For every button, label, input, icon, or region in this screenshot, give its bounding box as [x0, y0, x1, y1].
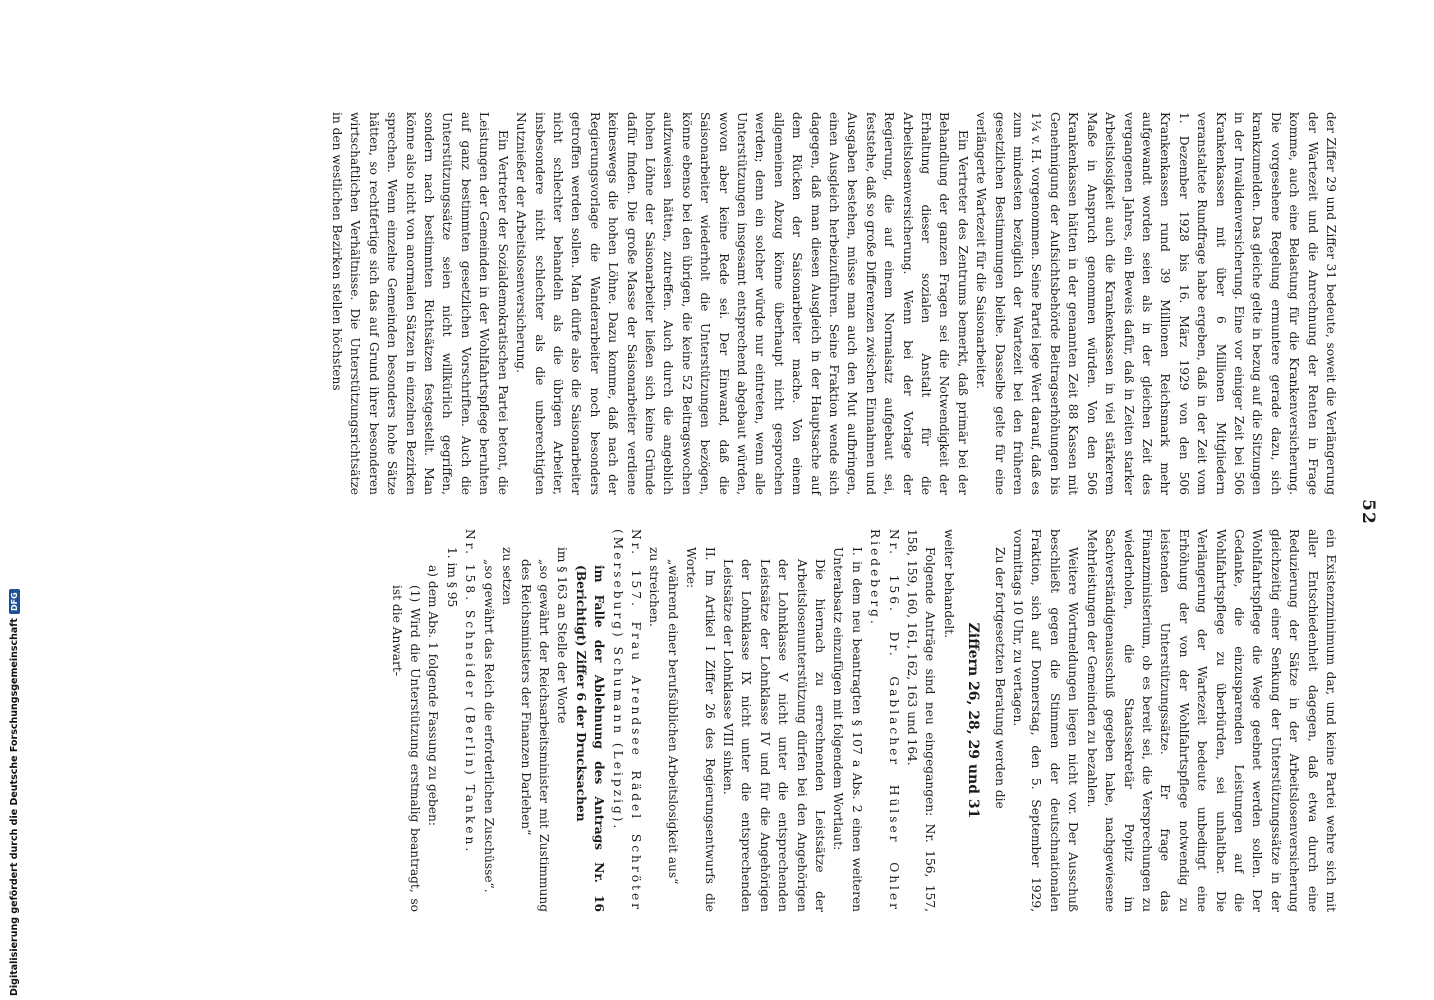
- dfg-logo-icon: DFG: [9, 589, 20, 614]
- digitization-credit: [2, 592, 24, 996]
- motion-item: II. Im Artikel I Ziffer 26 des Regierungsentwurfs die Worte:: [684, 547, 717, 912]
- paragraph: Weitere Wortmeldungen liegen nicht vor. Der Ausschuß beschließt gegen die Stimmen der deutschnationalen Fraktion, sich auf Donnerstag, den 5. September 1929, vormittags 10 Uhr, zu vertagen.: [1011, 529, 1081, 912]
- motion-item: im § 163 an Stelle der Worte: [555, 547, 570, 724]
- paragraph: der Ziffer 29 und Ziffer 31 bedeute, soweit die Verlängerung der Wartezeit und die Anrechnung der Renten in Frage komme, auch eine Belastung für die Krankenversicherung. Die vorgesehene Regelung ermuntere gerade dazu, sich krankzumelden. Das gleiche gelte in bezug auf die Sitzungen in der Invalidenversicherung. Eine vor einiger Zeit bei 506 Krankenkassen mit über 6 Millionen Mitgliedern veranstaltete Rundfrage habe ergeben, daß in der Zeit vom 1. Dezember 1928 bis 16. März 1929 von den 506 Krankenkassen rund 39 Millionen Reichsmark mehr aufgewandt worden seien als in der gleichen Zeit des vergangenen Jahres, ein Beweis dafür, daß in Zeiten starker Arbeitslosigkeit auch die Krankenkassen in viel stärkerem Maße in Anspruch genommen würden. Von den 506 Krankenkassen hätten in der genannten Zeit 88 Kassen mit Genehmigung der Aufsichtsbehörde Beitragserhöhungen bis 1¼ v. H. vorgenommen. Seine Partei lege Wert darauf, daß es zum mindesten bezüglich der Wartezeit bei den früheren gesetzlichen Bestimmungen bleibe. Dasselbe gelte für eine verlängerte Wartezeit für die Saisonarbeiter.: [974, 112, 1338, 495]
- motion-title: Nr. 156. Dr. Gablacher Hülser Ohler Riedeberg.: [868, 529, 901, 912]
- paragraph: Folgende Anträge sind neu eingegangen: Nr. 156, 157, 158, 159, 160, 161, 162, 163 und 164.: [905, 529, 938, 912]
- paragraph: Ein Vertreter der Sozialdemokratischen Partei betont, die Leistungen der Gemeinden in der Wohlfahrtspflege beruhten auf ganz bestimmten gesetzlichen Vorschriften. Auch die Unterstützungssätze seien nicht willkürlich gegriffen, sondern nach bestimmten Richtsätzen festgestellt. Man könne also nicht von anormalen Sätzen in einzelnen Bezirken sprechen. Wenn einzelne Gemeinden besonders hohe Sätze hätten, so rechtfertige sich das auf Grund ihrer besonderen wirtschaftlichen Verhältnisse. Die Unterstützungsrichtsätze in den westlichen Bezirken stellen höchstens: [330, 112, 510, 495]
- left-column: [328, 112, 1340, 495]
- paragraph: weiter behandelt.: [941, 529, 956, 639]
- paragraph: Zu der fortgesetzten Beratung werden die: [992, 547, 1007, 809]
- motion-condition: im Falle der Ablehnung des Antrags Nr. 16 (Berichtigt) Ziffer 6 der Drucksachen: [573, 565, 607, 912]
- motion-item: I. in dem neu beantragten § 107 a Abs. 2 einen weiteren Unterabsatz einzufügen mit folgendem Wortlaut:: [831, 547, 864, 912]
- motion-quote: Die hiernach zu errechnenden Leistsätze der Arbeitslosenunterstützung dürfen bei den Angehörigen der Lohnklasse V nicht unter die entsprechenden Leistsätze der Lohnklasse IV und für die Angehörigen der Lohnklasse IX nicht unter die entsprechenden Leistsätze der Lohnklasse VIII sinken.: [721, 559, 828, 912]
- motion-quote: „während einer berufsüblichen Arbeitslosigkeit aus“: [665, 559, 680, 885]
- credit-text: Digitalisierung gefördert durch die Deutsche Forschungsgemeinschaft: [8, 618, 20, 996]
- motion-quote: „so gewährt der Reichsarbeitsminister mit Zustimmung des Reichsministers der Finanzen Darlehen“: [518, 559, 551, 912]
- motion-title: Nr. 157. Frau Arendsee Rädel Schröter (Merseburg) Schumann (Leipzig).: [610, 529, 643, 912]
- section-heading: Ziffern 26, 28, 29 und 31: [965, 622, 982, 819]
- motion-item: a) dem Abs. 1 folgende Fassung zu geben:: [426, 565, 441, 826]
- text-columns: [328, 112, 1340, 912]
- motion-item: 1. im § 95: [444, 547, 459, 608]
- paragraph: Ein Vertreter des Zentrums bemerkt, daß primär bei der Behandlung der ganzen Fragen sei die Notwendigkeit der Erhaltung dieser sozialen Anstalt für die Arbeitslosenversicherung. Wenn bei der Vorlage der Regierung, die auf einem Normalsatz aufgebaut sei, feststehe, daß so große Differenzen zwischen Einnahmen und Ausgaben bestehen, müsse man auch den Mut aufbringen, einen Ausgleich herbeizuführen. Seine Fraktion wende sich dagegen, daß man diesen Ausgleich in der Hauptsache auf dem Rücken der Saisonarbeiter mache. Von einem allgemeinen Abzug könne überhaupt nicht gesprochen werden; denn ein solcher würde nur eintreten, wenn alle Unterstützungen insgesamt entsprechend abgebaut würden, wovon aber keine Rede sei. Der Einwand, daß die Saisonarbeiter wiederholt die Unterstützungen bezögen, könne ebenso bei den übrigen, die keine 52 Beitragswochen aufzuweisen hätten, zutreffen. Auch durch die angeblich hohen Löhne der Saisonarbeiter ließen sich keine Gründe dafür finden. Die große Masse der Saisonarbeiter verdiene keineswegs die hohen Löhne. Dazu komme, daß nach der Regierungsvorlage die Wanderarbeiter noch besonders getroffen werden sollen. Man dürfe also die Saisonarbeiter nicht schlechter behandeln als die übrigen Arbeiter, insbesondere nicht schlechter als die unberechtigten Nutznießer der Arbeitslosenversicherung.: [514, 112, 970, 495]
- paragraph: ein Existenzminimum dar, und keine Partei wehre sich mit aller Entschiedenheit dagegen, daß etwa durch eine Reduzierung der Sätze in der Arbeitslosenversicherung gleichzeitig einer Senkung der Unterstützungssätze in der Wohlfahrtspflege die Wege geebnet werden sollen. Der Gedanke, die einzusparenden Leistungen auf die Wohlfahrtspflege zu überbürden, sei unhaltbar. Die Verlängerung der Wartezeit bedeute unbedingt eine Erhöhung der von der Wohlfahrtspflege notwendig zu leistenden Unterstützungssätze. Er frage das Finanzministerium, ob es bereit sei, die Versprechungen zu wiederholen, die Staatssekretär Popitz im Sachverständigenausschuß gegeben habe, nachgewiesene Mehrleistungen der Gemeinden zu bezahlen.: [1084, 529, 1338, 912]
- motion-quote: (1) Wird die Unterstützung erstmalig beantragt, so ist die Anwart-: [389, 585, 423, 912]
- motion-quote: „so gewährt das Reich die erforderlichen Zuschüsse“.: [481, 559, 496, 893]
- page-number: 52: [1358, 499, 1378, 525]
- motion-item: zu streichen.: [647, 547, 662, 627]
- motion-item: zu setzen: [500, 547, 515, 605]
- right-column: [328, 529, 1340, 912]
- motion-title: Nr. 158. Schneider (Berlin) Tanken.: [463, 529, 478, 855]
